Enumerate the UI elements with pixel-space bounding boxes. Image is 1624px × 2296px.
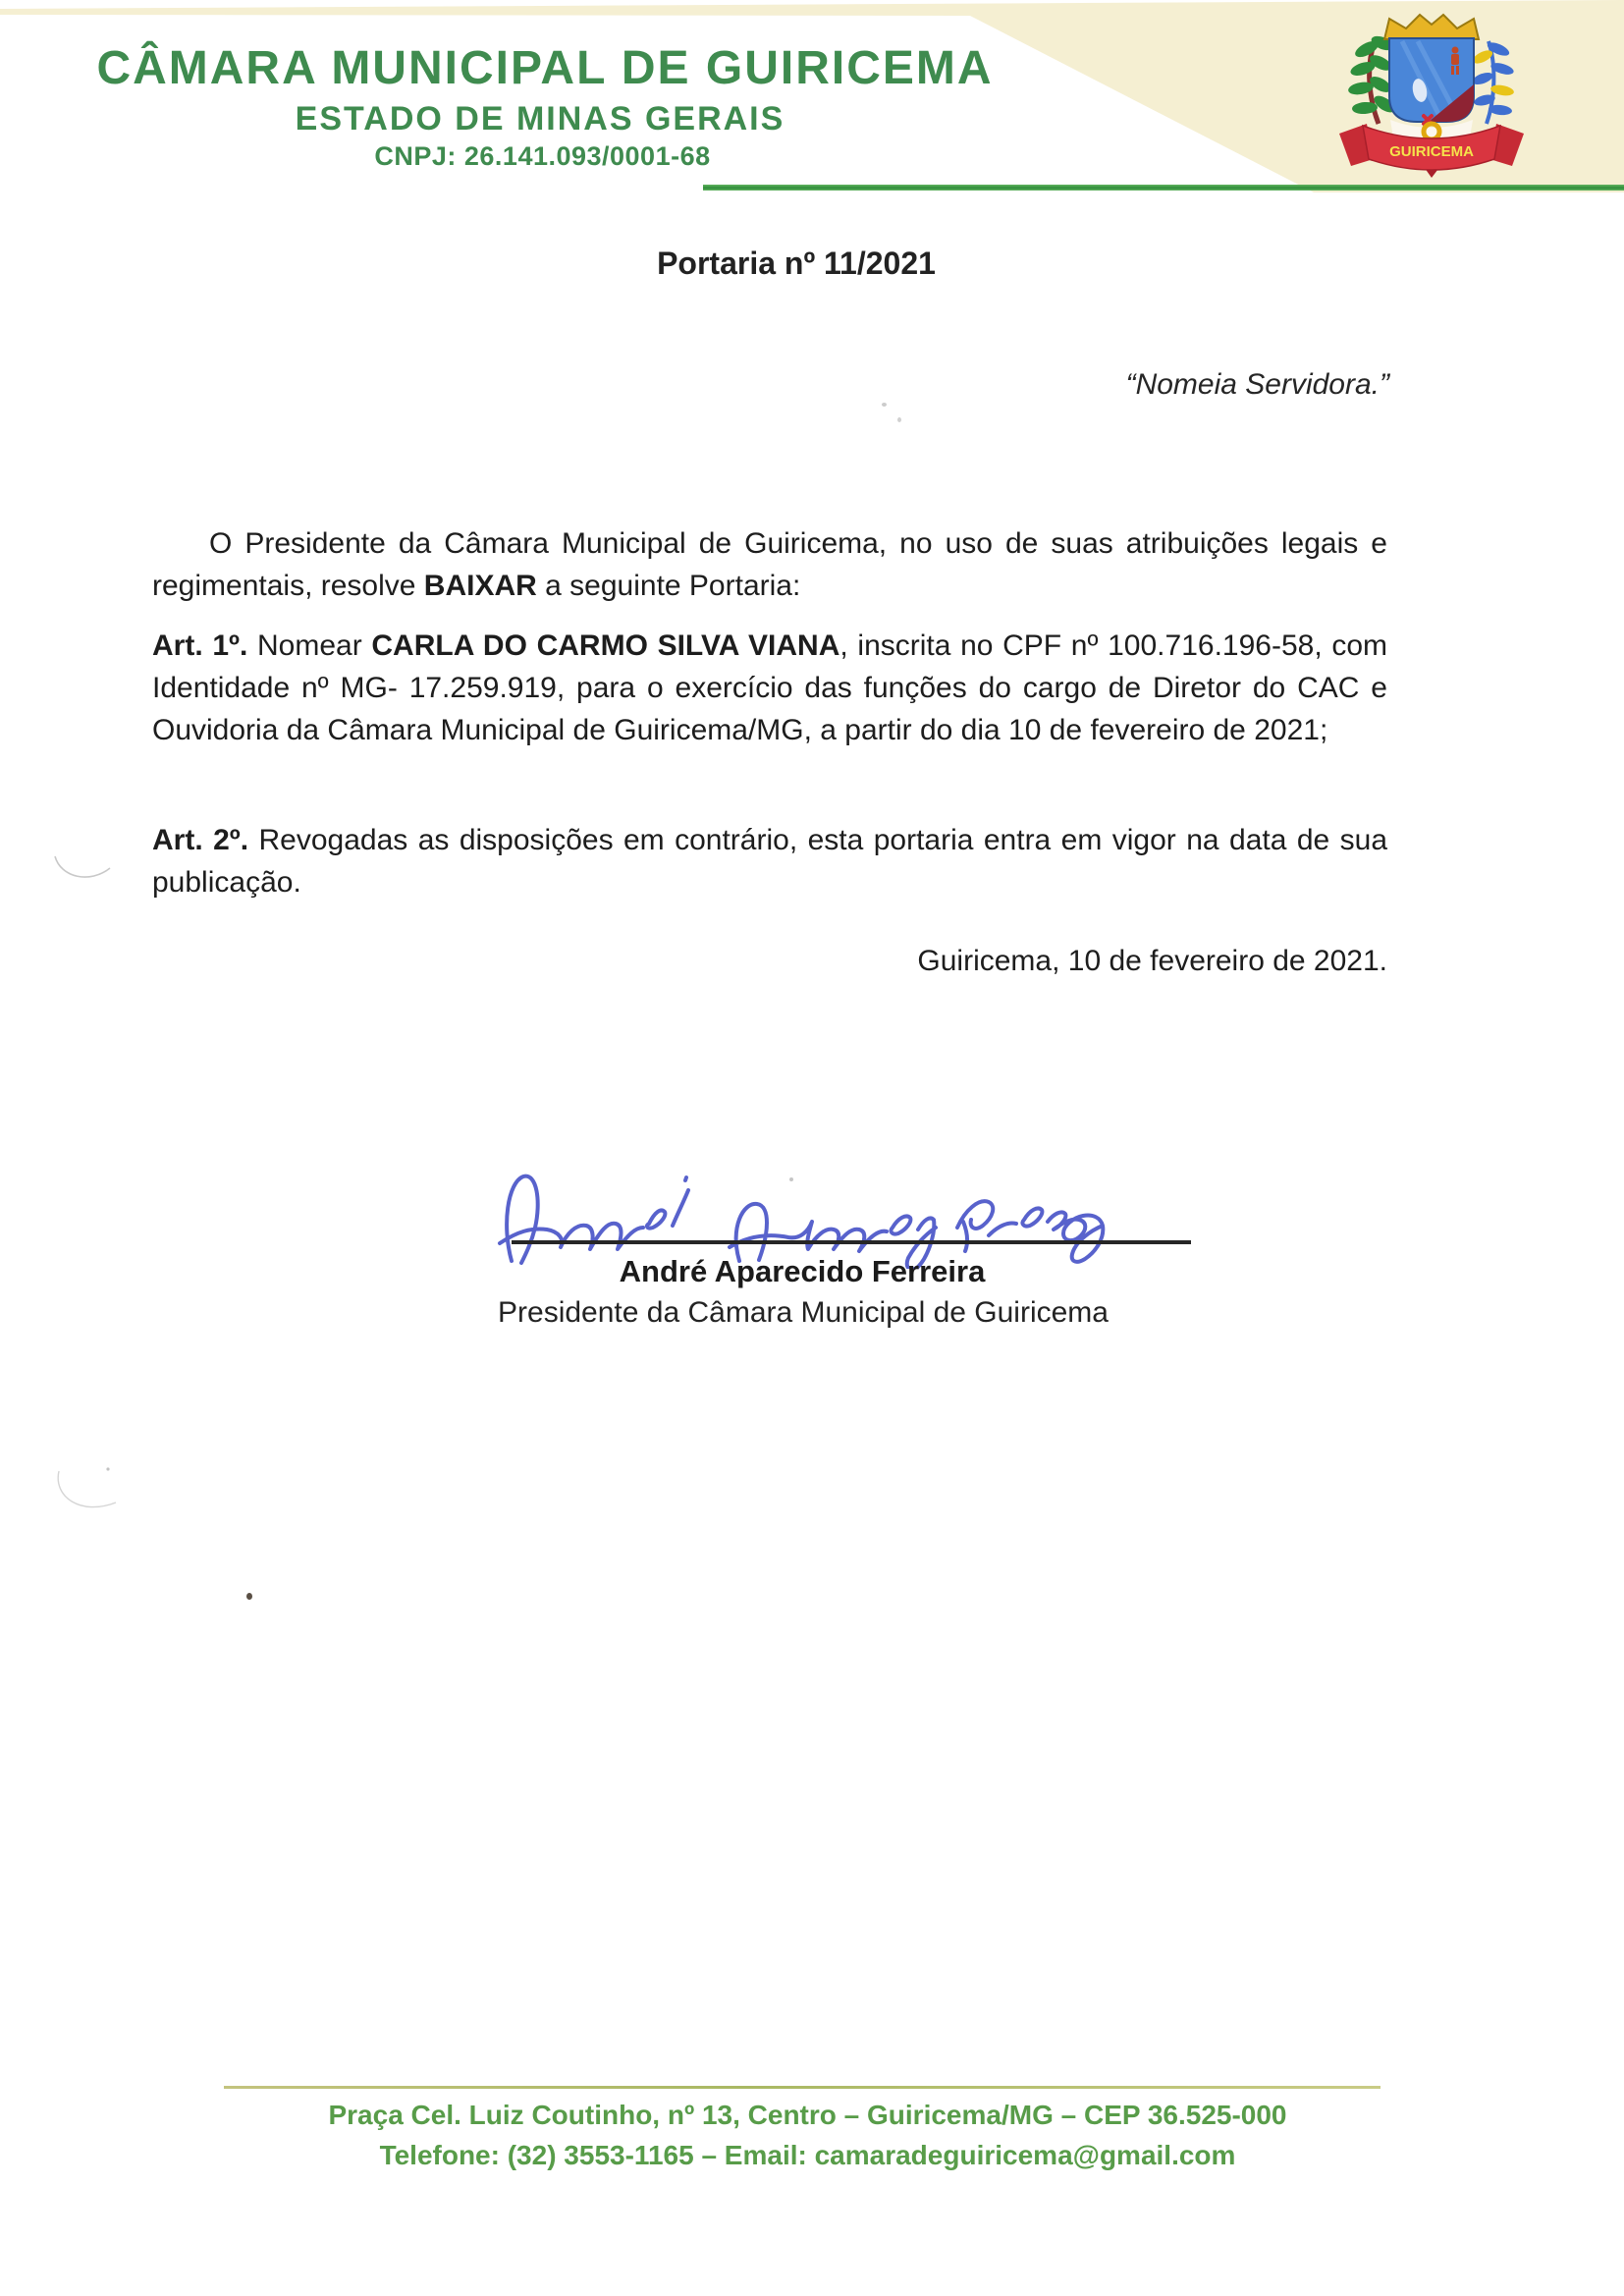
scan-artifact-dot	[882, 403, 887, 407]
signer-name: André Aparecido Ferreira	[619, 1254, 986, 1288]
scan-artifact-dot	[246, 1593, 252, 1600]
crest-banner-text: GUIRICEMA	[1389, 143, 1474, 160]
org-state: ESTADO DE MINAS GERAIS	[295, 100, 785, 137]
crown-shape	[1384, 15, 1479, 39]
art2-label: Art. 2º.	[152, 824, 249, 856]
epigraph: “Nomeia Servidora.”	[1125, 368, 1389, 401]
footer-contact: Telefone: (32) 3553-1165 – Email: camaradeguiricema@gmail.com	[379, 2140, 1236, 2170]
art2-tail: Revogadas as disposições em contrário, esta portaria entra em vigor na data de sua publicação.	[152, 824, 1388, 899]
art1-tail: , inscrita no CPF nº 100.716.196-58, com Identidade nº MG- 17.259.919, para o exercício das funções do cargo de Diretor do CAC e Ouvidoria da Câmara Municipal de Guiricema/MG, a partir do dia 10 de fevereiro de 2021;	[152, 629, 1387, 746]
paragraph-art1	[152, 625, 1387, 751]
art1-label: Art. 1º.	[152, 629, 248, 662]
footer-rule	[224, 2086, 1380, 2089]
footer-address: Praça Cel. Luiz Coutinho, nº 13, Centro – Guiricema/MG – CEP 36.525-000	[328, 2100, 1287, 2130]
document-title: Portaria nº 11/2021	[657, 246, 936, 281]
org-cnpj: CNPJ: 26.141.093/0001-68	[374, 141, 711, 171]
art1-pre: Nomear	[247, 629, 372, 662]
dateline: Guiricema, 10 de fevereiro de 2021.	[917, 945, 1387, 977]
scan-artifact-dot	[897, 417, 901, 422]
signature-line	[512, 1240, 1191, 1244]
preamble-bold-word: BAIXAR	[423, 570, 537, 602]
org-name: CÂMARA MUNICIPAL DE GUIRICEMA	[96, 42, 994, 94]
header-green-rule	[703, 185, 1624, 191]
art1-appointee-name: CARLA DO CARMO SILVA VIANA	[371, 629, 840, 662]
scan-artifact-curl	[51, 1467, 126, 1518]
scan-artifact-curl	[49, 847, 118, 890]
signer-role: Presidente da Câmara Municipal de Guiricema	[498, 1296, 1109, 1329]
coat-of-arms-icon	[1333, 6, 1530, 179]
paragraph-preamble	[152, 522, 1387, 607]
paragraph-art2	[152, 819, 1387, 903]
preamble-tail: a seguinte Portaria:	[536, 570, 801, 602]
preamble-text: O Presidente da Câmara Municipal de Guiricema, no uso de suas atribuições legais e regimentais, resolve	[152, 527, 1387, 602]
